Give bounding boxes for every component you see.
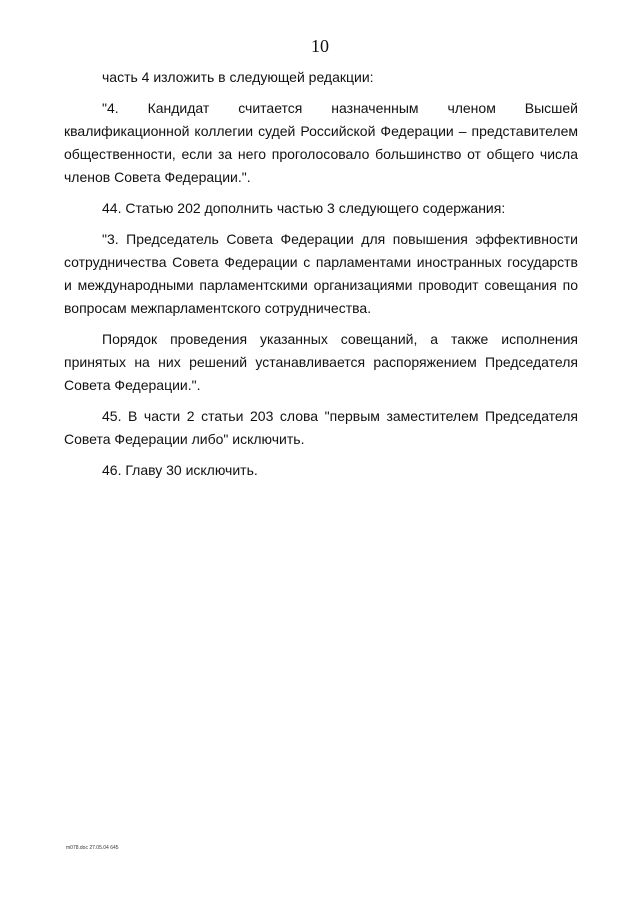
paragraph-part-4-intro: часть 4 изложить в следующей редакции: xyxy=(102,69,374,85)
paragraph-candidate-rule: "4. Кандидат считается назначенным членом Высшей квалификационной коллегии судей Российской Федерации – представителем общественности, если за него проголосовало большинство от общего числа членов Совета Федерации.". xyxy=(64,100,578,185)
paragraph-chapter-30: 46. Главу 30 исключить. xyxy=(102,462,258,478)
document-body xyxy=(64,66,578,490)
page-number: 10 xyxy=(311,36,329,56)
paragraph-meeting-procedure: Порядок проведения указанных совещаний, а также исполнения принятых на них решений устанавливается распоряжением Председателя Совета Федерации.". xyxy=(64,331,578,393)
paragraph-article-202: 44. Статью 202 дополнить частью 3 следующего содержания: xyxy=(102,200,506,216)
paragraph-article-203: 45. В части 2 статьи 203 слова "первым заместителем Председателя Совета Федерации либо" исключить. xyxy=(64,408,578,447)
paragraph-chairman-meetings: "3. Председатель Совета Федерации для повышения эффективности сотрудничества Совета Федерации с парламентами иностранных государств и международными парламентскими организациями проводит совещания по вопросам межпарламентского сотрудничества. xyxy=(64,231,578,316)
footer-document-code: m078.doc 27.05.04 645 xyxy=(66,845,119,851)
